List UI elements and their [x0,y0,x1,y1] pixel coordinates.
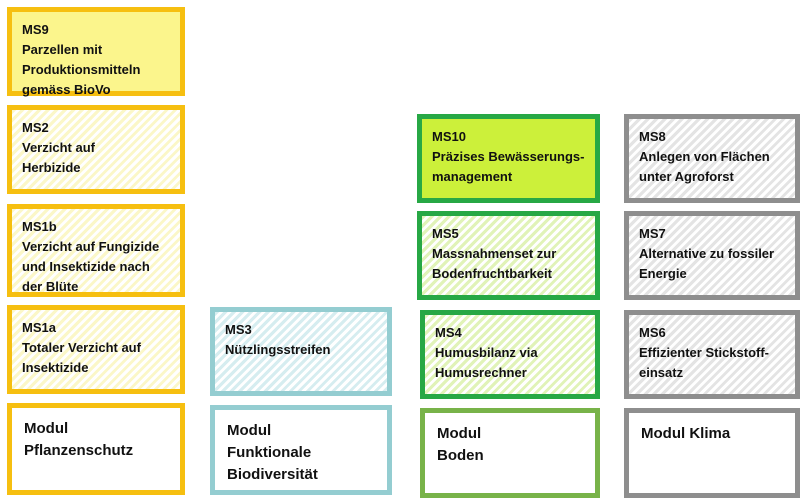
measure-label: Präzises Bewässerungs- management [432,149,585,184]
module-label: Modul Klima [641,425,731,442]
measure-label: Effizienter Stickstoff- einsatz [639,345,770,380]
module-label: Modul Pflanzenschutz [24,420,134,459]
measure-ms3 [210,307,392,396]
module-biodiversitaet [210,405,392,495]
measure-ms5 [417,211,600,300]
measure-label: Nützlingsstreifen [225,342,331,357]
module-klima [624,408,800,498]
measure-code: MS1a [22,320,56,335]
measure-label: Verzicht auf Herbizide [22,140,95,175]
measure-ms1a [7,305,185,394]
measure-code: MS7 [639,226,666,241]
module-pflanzenschutz [7,403,185,495]
measure-ms8 [624,114,800,203]
measure-ms4 [420,310,600,399]
measure-code: MS8 [639,129,666,144]
measure-label: Anlegen von Flächen unter Agroforst [639,149,770,184]
measure-code: MS4 [435,325,462,340]
measure-ms7 [624,211,800,300]
measure-label: Alternative zu fossiler Energie [639,246,775,281]
measure-label: Totaler Verzicht auf Insektizide [22,340,141,375]
measure-label: Parzellen mit Produktionsmitteln gemäss BioVo [22,42,141,97]
module-label: Modul Boden [437,425,484,464]
measure-code: MS10 [432,129,466,144]
measure-ms6 [624,310,800,399]
measure-label: Massnahmenset zur Bodenfruchtbarkeit [432,246,557,281]
module-label: Modul Funktionale Biodiversität [227,422,318,483]
measure-code: MS5 [432,226,459,241]
module-boden [420,408,600,498]
measure-ms2 [7,105,185,194]
measure-ms9 [7,7,185,96]
measure-code: MS3 [225,322,252,337]
measure-code: MS6 [639,325,666,340]
measure-code: MS2 [22,120,49,135]
measure-ms10 [417,114,600,203]
measure-ms1b [7,204,185,297]
measure-code: MS1b [22,219,57,234]
measure-label: Verzicht auf Fungizide und Insektizide nach der Blüte [22,239,160,294]
measure-code: MS9 [22,22,49,37]
measure-label: Humusbilanz via Humusrechner [435,345,538,380]
